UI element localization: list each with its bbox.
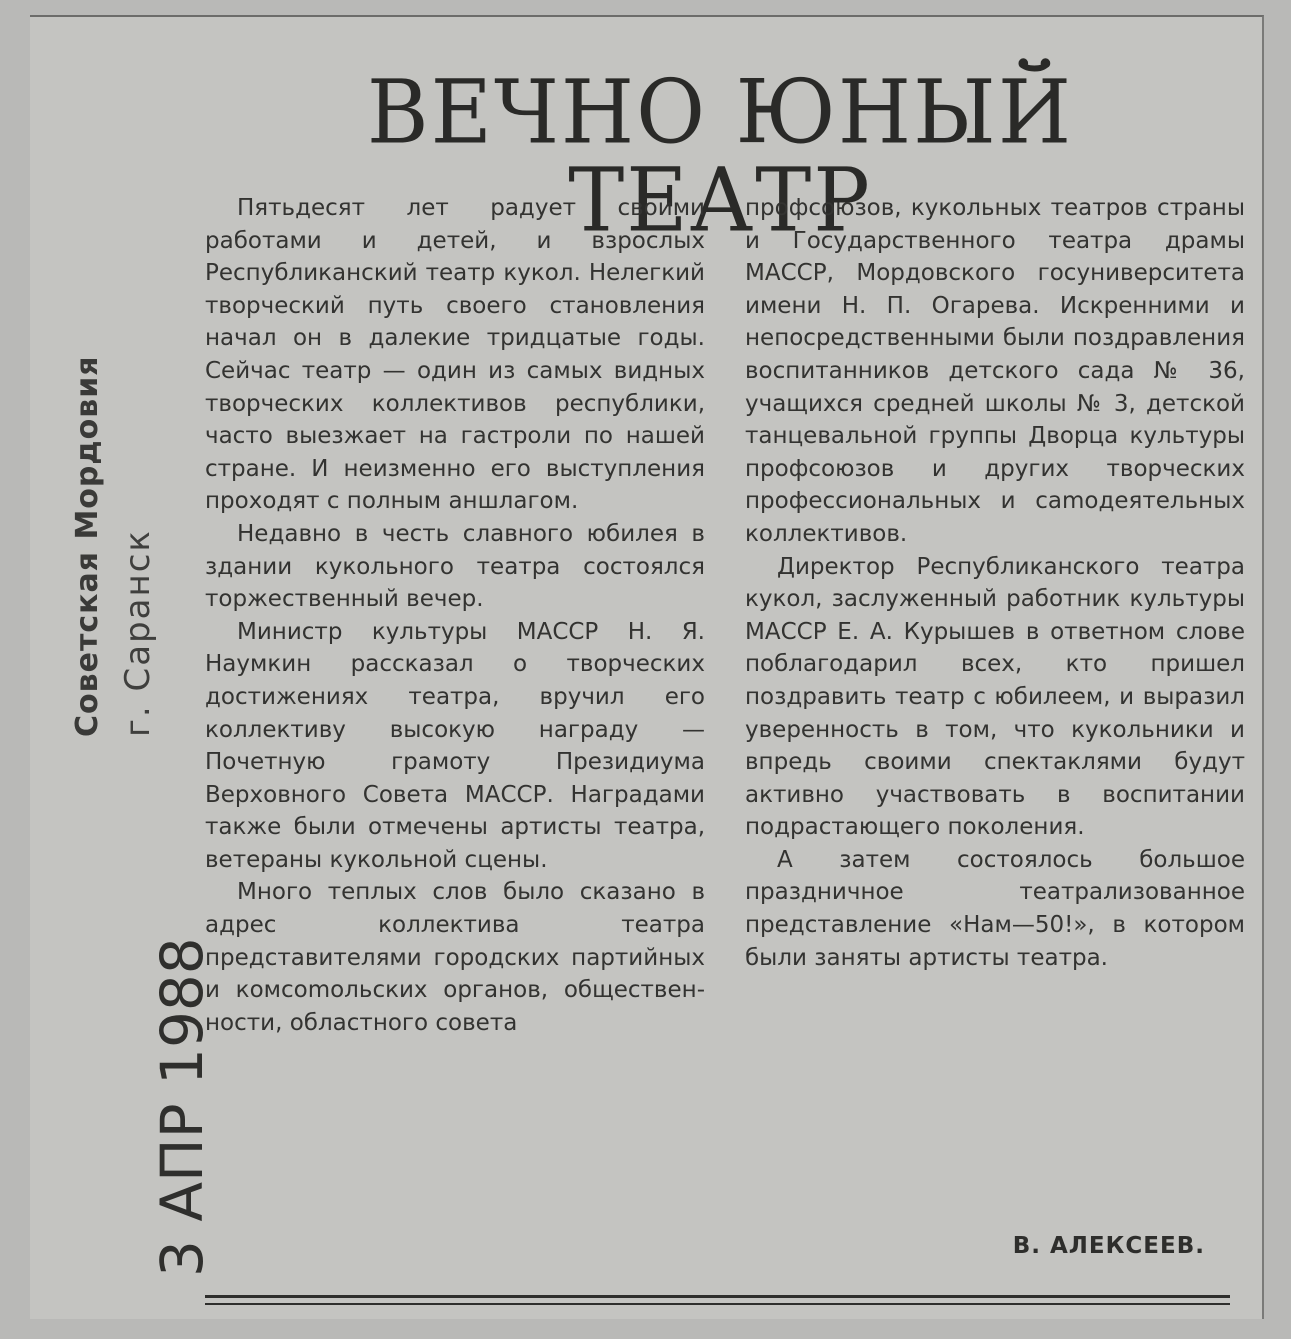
stamp-date: 3 АПР 1988	[148, 937, 216, 1277]
stamp-city: г. Саранск	[118, 529, 158, 737]
article-column-left	[205, 192, 705, 1039]
paragraph: Пятьдесят лет радует своими работами и детей, и взрослых Республиканский театр кукол. Нелегкий творческий путь своего становления начал он в далекие тридцатые годы. Сейчас театр — один из самых видных творческих коллективов республики, часто выезжает на гастроли по нашей стране. И неизменно его выступления проходят с полным аншлагом.	[205, 195, 705, 515]
paragraph: А затем состоялось большое праздничное театрализованное представление «Нам—50!», в котором были заняты артисты театра.	[745, 846, 1245, 971]
article-author: В. АЛЕКСЕЕВ.	[1012, 1233, 1205, 1259]
paragraph: Директор Республиканского театра кукол, заслуженный работник культуры МАССР Е. А. Курышев в ответном слове поблагодарил всех, кто пришел поздравить театр с юбилеем, и выразил уверенность в том, что кукольники и впредь своими спектаклями будут активно участвовать в воспитании подрастающего поколения.	[745, 553, 1245, 841]
article-headline: ВЕЧНО ЮНЫЙ ТЕАТР	[366, 60, 1074, 252]
article-column-right	[745, 192, 1245, 974]
bottom-rule	[205, 1295, 1230, 1298]
paragraph: профсоюзов, кукольных театров страны и Государственного театра драмы МАССР, Мордовского госуниверситета имени Н. П. Огарева. Искренними и непосредственными были поздравления воспитанников детского сада № 36, учащихся средней школы № 3, детской танцевальной группы Дворца культуры профсоюзов и других творческих профессиональных и саmодеятельных коллективов.	[745, 195, 1245, 547]
stamp-publication: Советская Мордовия	[70, 355, 105, 737]
paragraph: Министр культуры МАССР Н. Я. Наумкин рассказал о творческих достижениях театра, вручил его коллективу высокую награду — Почетную грамоту Президиума Верховного Совета МАССР. Наградами также были отмечены артисты театра, ветераны кукольной сцены.	[205, 618, 705, 873]
archive-stamp	[70, 317, 220, 1277]
paragraph: Много теплых слов было сказано в адрес коллектива театра представителями городских партийных и комсоmольских органов, общественности, областного совета	[205, 879, 705, 1036]
bottom-rule	[205, 1303, 1230, 1305]
paragraph: Недавно в честь славного юбилея в здании кукольного театра состоялся торжественный вечер.	[205, 520, 705, 613]
